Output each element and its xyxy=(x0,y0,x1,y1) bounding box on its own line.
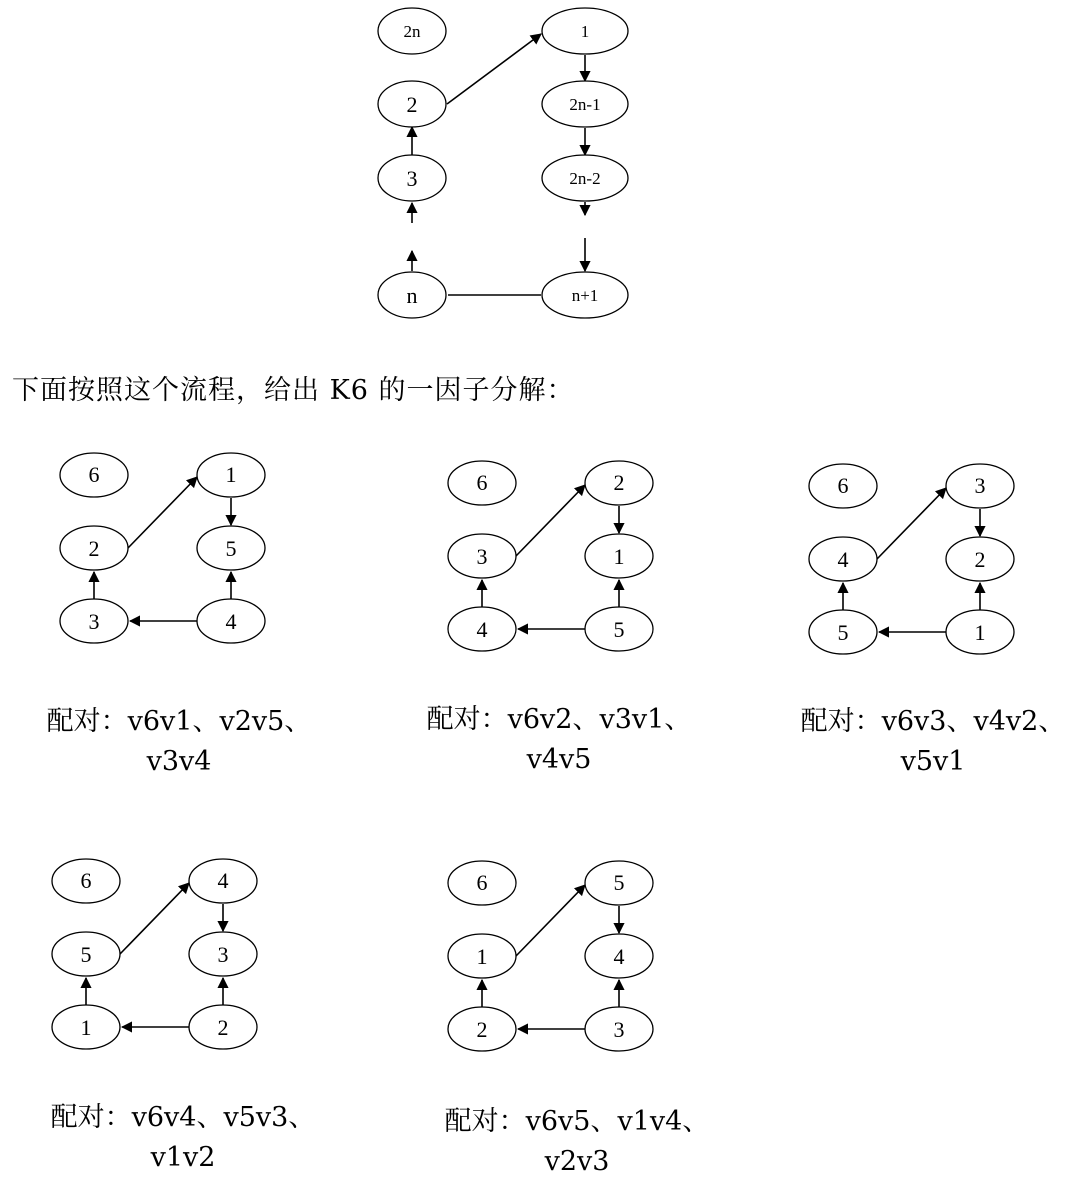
node-2 xyxy=(378,81,446,127)
edge-diagonal xyxy=(877,488,946,559)
node-bottom-right xyxy=(946,610,1014,654)
pairing-line-1: 配对：v6v2、v3v1、 xyxy=(426,704,692,735)
node-top-right xyxy=(946,464,1014,508)
edge-diagonal xyxy=(120,883,189,954)
node-top-right xyxy=(197,453,265,497)
node-label: 6 xyxy=(476,470,488,495)
node-label: 3 xyxy=(613,1017,625,1042)
node-label: 1 xyxy=(80,1015,92,1040)
general-cycle-diagram xyxy=(378,8,628,318)
factorization-5-caption xyxy=(432,1102,722,1182)
node-mid-right xyxy=(946,537,1014,581)
node-bottom-left xyxy=(809,610,877,654)
node-top-left xyxy=(809,464,877,508)
node-top-right xyxy=(585,461,653,505)
node-label: 3 xyxy=(406,166,418,191)
node-label: 1 xyxy=(974,620,986,645)
node-label: 4 xyxy=(225,609,237,634)
node-top-left xyxy=(448,861,516,905)
node-bottom-left xyxy=(448,607,516,651)
node-label: 4 xyxy=(613,944,625,969)
pairing-line-2: v1v2 xyxy=(150,1142,216,1173)
node-top-left xyxy=(448,461,516,505)
node-mid-right xyxy=(585,934,653,978)
node-3 xyxy=(378,155,446,201)
node-label: 5 xyxy=(80,942,92,967)
factorization-5-graph xyxy=(448,861,653,1051)
factorization-1-graph xyxy=(60,453,265,643)
node-label: 5 xyxy=(837,620,849,645)
pairing-line-1: 配对：v6v4、v5v3、 xyxy=(50,1102,316,1133)
node-bottom-left xyxy=(60,599,128,643)
node-label: 3 xyxy=(476,544,488,569)
pairing-line-2: v5v1 xyxy=(900,746,966,777)
node-top-right xyxy=(189,859,257,903)
factorization-4-graph xyxy=(52,859,257,1049)
node-label: 2 xyxy=(974,547,986,572)
node-label: 3 xyxy=(88,609,100,634)
node-label: 2 xyxy=(217,1015,229,1040)
pairing-line-1: 配对：v6v3、v4v2、 xyxy=(800,706,1066,737)
node-mid-left xyxy=(448,534,516,578)
node-mid-left xyxy=(448,934,516,978)
node-bottom-left xyxy=(448,1007,516,1051)
node-label: 2n-2 xyxy=(569,169,601,188)
node-top-left xyxy=(52,859,120,903)
node-label: 5 xyxy=(613,870,625,895)
node-1 xyxy=(542,8,628,54)
node-bottom-right xyxy=(585,607,653,651)
factorization-3-graph xyxy=(809,464,1014,654)
pairing-line-1: 配对：v6v5、v1v4、 xyxy=(444,1106,710,1137)
node-2n xyxy=(378,8,446,54)
pairing-line-2: v4v5 xyxy=(526,744,592,775)
node-label: 2 xyxy=(88,536,100,561)
node-label: 2 xyxy=(476,1017,488,1042)
node-label: 1 xyxy=(613,544,625,569)
node-label: 2 xyxy=(406,92,418,117)
edge-diagonal xyxy=(516,485,585,556)
node-label: n xyxy=(406,283,418,308)
node-label: 4 xyxy=(837,547,849,572)
node-label: 6 xyxy=(837,473,849,498)
node-bottom-left xyxy=(52,1005,120,1049)
factorization-3-caption xyxy=(788,702,1078,782)
node-bottom-right xyxy=(197,599,265,643)
pairing-line-1: 配对：v6v1、v2v5、 xyxy=(46,706,312,737)
node-mid-left xyxy=(809,537,877,581)
node-top-right xyxy=(585,861,653,905)
intro-text: 下面按照这个流程，给出 K6 的一因子分解： xyxy=(12,375,575,406)
node-label: 3 xyxy=(974,473,986,498)
node-label: n+1 xyxy=(571,286,599,305)
node-label: 1 xyxy=(580,22,590,41)
edge-diagonal xyxy=(516,885,585,956)
node-mid-left xyxy=(52,932,120,976)
node-bottom-right xyxy=(189,1005,257,1049)
pairing-line-2: v2v3 xyxy=(544,1146,610,1177)
node-label: 4 xyxy=(476,617,488,642)
node-mid-left xyxy=(60,526,128,570)
factorization-2-graph xyxy=(448,461,653,651)
node-label: 1 xyxy=(225,462,237,487)
node-label: 2n xyxy=(403,22,421,41)
node-label: 6 xyxy=(80,868,92,893)
node-label: 2 xyxy=(613,470,625,495)
node-label: 5 xyxy=(613,617,625,642)
node-top-left xyxy=(60,453,128,497)
node-label: 4 xyxy=(217,868,229,893)
factorization-4-caption xyxy=(38,1098,328,1178)
node-label: 6 xyxy=(88,462,100,487)
node-n xyxy=(378,272,446,318)
node-n+1 xyxy=(542,272,628,318)
node-mid-right xyxy=(585,534,653,578)
node-label: 5 xyxy=(225,536,237,561)
factorization-1-caption xyxy=(34,702,324,782)
node-2n-1 xyxy=(542,81,628,127)
factorization-2-caption xyxy=(414,700,704,780)
node-2n-2 xyxy=(542,155,628,201)
node-label: 2n-1 xyxy=(569,95,601,114)
node-mid-right xyxy=(189,932,257,976)
node-label: 3 xyxy=(217,942,229,967)
node-mid-right xyxy=(197,526,265,570)
node-label: 6 xyxy=(476,870,488,895)
edge-diagonal xyxy=(128,477,197,548)
edge-2-to-1 xyxy=(447,34,541,104)
node-bottom-right xyxy=(585,1007,653,1051)
pairing-line-2: v3v4 xyxy=(146,746,212,777)
node-label: 1 xyxy=(476,944,488,969)
